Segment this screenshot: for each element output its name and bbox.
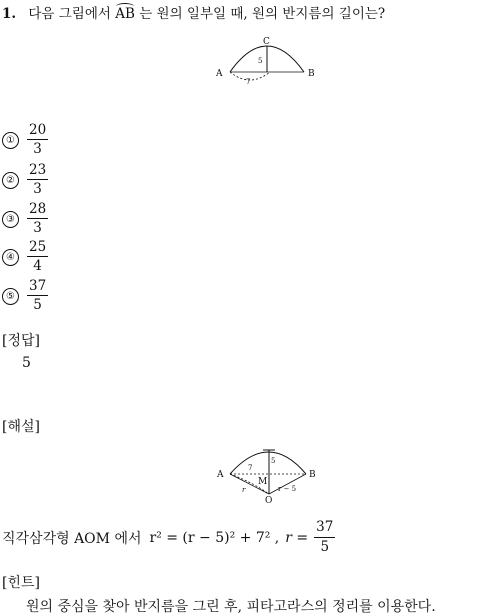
question-text-before: 다음 그림에서	[28, 6, 111, 22]
label-height: 5	[258, 57, 263, 65]
solution-label: [해설]	[2, 419, 40, 435]
choice-1-numerator: 20	[27, 124, 48, 141]
choice-3-marker: ③	[2, 211, 19, 228]
choice-5-marker: ⑤	[2, 288, 19, 305]
sol-label-a: A	[217, 470, 224, 480]
solution-equation-line	[2, 521, 335, 554]
question-text-after: 는 원의 일부일 때, 원의 반지름의 길이는?	[139, 6, 386, 22]
solution-figure	[212, 446, 322, 504]
sol-label-r-minus-5: r − 5	[278, 485, 297, 493]
choice-2-denominator: 3	[33, 181, 42, 197]
hint-text: 원의 중심을 찾아 반지름을 그린 후, 피타고라스의 정리를 이용한다.	[26, 599, 436, 615]
question-title	[2, 2, 385, 22]
choice-2[interactable]	[2, 160, 48, 200]
answer-label: [정답]	[2, 333, 40, 349]
choice-4-numerator: 25	[27, 241, 48, 258]
choice-2-marker: ②	[2, 172, 19, 189]
arc-ab-label: AB	[115, 6, 135, 22]
sol-label-five: 5	[271, 457, 276, 465]
choice-1-marker: ①	[2, 132, 19, 149]
solution-result-lhs: r =	[285, 529, 309, 546]
choice-2-numerator: 23	[27, 164, 48, 181]
choice-4-marker: ④	[2, 249, 19, 266]
sol-label-b: B	[309, 470, 316, 480]
choice-5-denominator: 5	[33, 297, 42, 313]
choice-5-numerator: 37	[27, 280, 48, 297]
sol-label-seven: 7	[248, 464, 253, 472]
choice-4-fraction	[27, 238, 48, 274]
solution-result-numerator: 37	[314, 521, 335, 538]
sol-label-m: M	[258, 477, 268, 487]
choice-5[interactable]	[2, 276, 48, 316]
choice-4[interactable]	[2, 237, 48, 277]
solution-result-denominator: 5	[320, 538, 330, 555]
choice-3-numerator: 28	[27, 203, 48, 220]
choice-5-fraction	[27, 277, 48, 313]
solution-result-fraction	[314, 521, 335, 554]
label-b: B	[308, 69, 315, 79]
choice-1[interactable]	[2, 120, 48, 160]
arc-figure	[210, 32, 320, 90]
choice-1-fraction	[27, 121, 48, 157]
choice-3-fraction	[27, 200, 48, 236]
answer-value: 5	[22, 355, 31, 371]
solution-arc	[230, 452, 306, 474]
choice-2-fraction	[27, 161, 48, 197]
choice-3-denominator: 3	[33, 220, 42, 236]
hint-label: [힌트]	[2, 575, 40, 591]
label-half: 7	[246, 78, 251, 86]
label-c: C	[263, 37, 270, 47]
choice-4-denominator: 4	[33, 258, 42, 274]
sol-label-o: O	[265, 496, 273, 504]
solution-text-prefix: 직각삼각형 AOM 에서	[2, 530, 142, 547]
label-a: A	[216, 69, 223, 79]
choice-1-denominator: 3	[33, 141, 42, 157]
solution-equation: r² = (r − 5)² + 7² ,	[149, 529, 280, 546]
choice-3[interactable]	[2, 199, 48, 239]
question-number: 1.	[2, 6, 17, 22]
sol-label-r: r	[242, 486, 246, 494]
